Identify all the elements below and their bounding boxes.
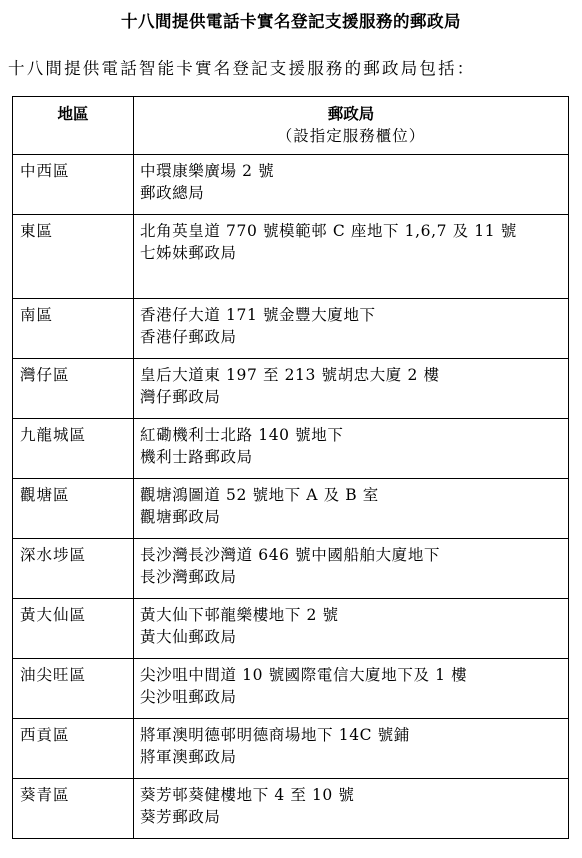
office-cell xyxy=(134,659,569,719)
post-office-table xyxy=(12,96,569,839)
office-cell xyxy=(134,155,569,215)
table-row xyxy=(13,155,569,215)
header-post-office xyxy=(134,97,569,155)
district-cell: 葵青區 xyxy=(13,779,134,839)
table-row xyxy=(13,599,569,659)
intro-paragraph: 十八間提供電話智能卡實名登記支援服務的郵政局包括： xyxy=(8,59,476,78)
office-cell xyxy=(134,359,569,419)
district-cell: 灣仔區 xyxy=(13,359,134,419)
office-cell xyxy=(134,419,569,479)
header-district: 地區 xyxy=(13,97,134,155)
office-cell xyxy=(134,215,569,299)
office-address: 紅磡機利士北路 140 號地下 xyxy=(140,426,344,444)
district-cell: 東區 xyxy=(13,215,134,299)
district-cell: 中西區 xyxy=(13,155,134,215)
table-row xyxy=(13,419,569,479)
table-row xyxy=(13,539,569,599)
district-cell: 南區 xyxy=(13,299,134,359)
office-name: 葵芳郵政局 xyxy=(140,808,221,826)
office-address: 尖沙咀中間道 10 號國際電信大廈地下及 1 樓 xyxy=(140,666,468,684)
table-row xyxy=(13,215,569,299)
office-cell xyxy=(134,539,569,599)
district-cell: 深水埗區 xyxy=(13,539,134,599)
office-name: 黃大仙郵政局 xyxy=(140,628,237,646)
office-name: 觀塘郵政局 xyxy=(140,508,221,526)
office-name: 郵政總局 xyxy=(140,184,205,202)
office-name: 機利士路郵政局 xyxy=(140,448,253,466)
office-address: 北角英皇道 770 號模範邨 C 座地下 1,6,7 及 11 號 xyxy=(140,222,517,240)
office-cell xyxy=(134,779,569,839)
table-row xyxy=(13,299,569,359)
office-name: 長沙灣郵政局 xyxy=(140,568,237,586)
table-row xyxy=(13,479,569,539)
office-name: 七姊妹郵政局 xyxy=(140,244,237,262)
district-cell: 九龍城區 xyxy=(13,419,134,479)
office-cell xyxy=(134,479,569,539)
office-address: 香港仔大道 171 號金豐大廈地下 xyxy=(140,306,376,324)
office-address: 將軍澳明德邨明德商場地下 14C 號鋪 xyxy=(140,726,410,744)
district-cell: 觀塘區 xyxy=(13,479,134,539)
district-cell: 黃大仙區 xyxy=(13,599,134,659)
table-row xyxy=(13,779,569,839)
office-name: 將軍澳郵政局 xyxy=(140,748,237,766)
header-post-office-note: （設指定服務櫃位） xyxy=(276,127,426,145)
table-row xyxy=(13,359,569,419)
document-title: 十八間提供電話卡實名登記支援服務的郵政局 xyxy=(121,12,461,31)
header-post-office-label: 郵政局 xyxy=(327,104,375,123)
office-address: 長沙灣長沙灣道 646 號中國船舶大廈地下 xyxy=(140,546,441,564)
office-address: 觀塘鴻圖道 52 號地下 A 及 B 室 xyxy=(140,486,379,504)
office-address: 中環康樂廣場 2 號 xyxy=(140,162,275,180)
table-header-row xyxy=(13,97,569,155)
table-row xyxy=(13,719,569,779)
office-name: 灣仔郵政局 xyxy=(140,388,221,406)
office-address: 黃大仙下邨龍樂樓地下 2 號 xyxy=(140,606,339,624)
district-cell: 西貢區 xyxy=(13,719,134,779)
district-cell: 油尖旺區 xyxy=(13,659,134,719)
office-address: 皇后大道東 197 至 213 號胡忠大廈 2 樓 xyxy=(140,366,440,384)
office-name: 尖沙咀郵政局 xyxy=(140,688,237,706)
office-name: 香港仔郵政局 xyxy=(140,328,237,346)
office-cell xyxy=(134,299,569,359)
office-address: 葵芳邨葵健樓地下 4 至 10 號 xyxy=(140,786,355,804)
office-cell xyxy=(134,719,569,779)
office-cell xyxy=(134,599,569,659)
table-row xyxy=(13,659,569,719)
